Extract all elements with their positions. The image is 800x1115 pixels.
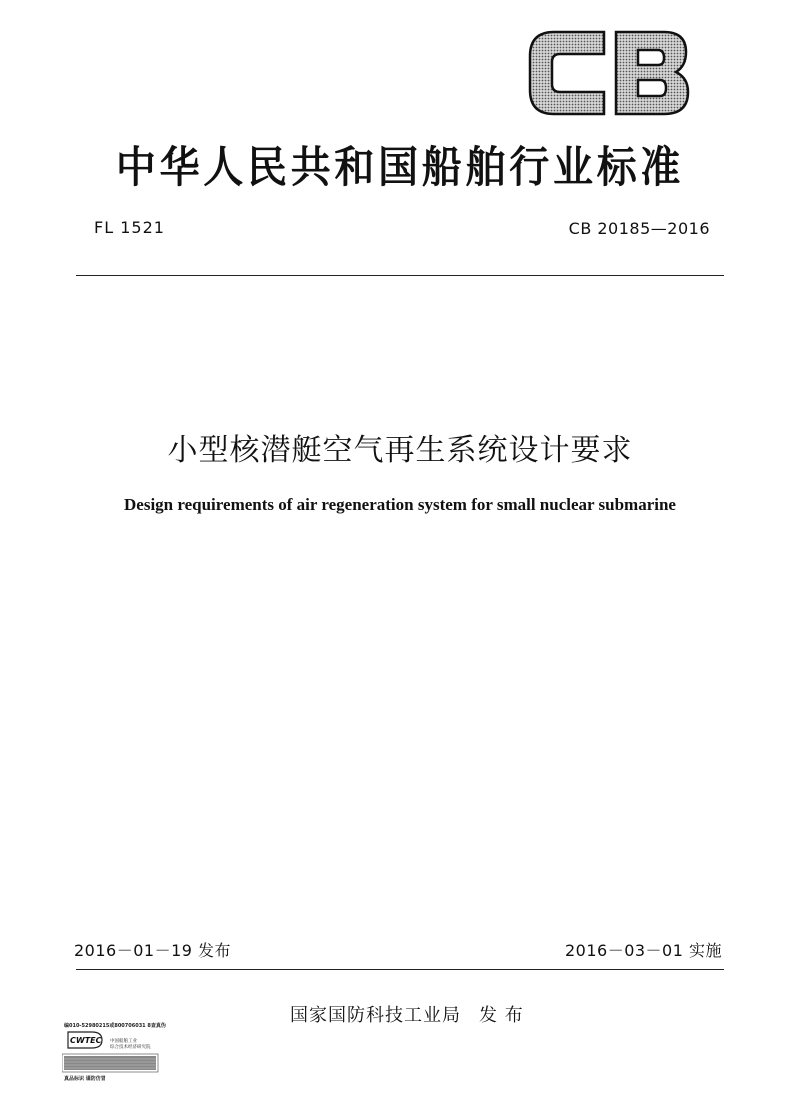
standard-number: CB 20185—2016 <box>568 219 710 238</box>
publisher <box>290 1001 524 1027</box>
hologram-pattern-icon <box>64 1056 156 1070</box>
standard-category-title: 中华人民共和国船舶行业标准 <box>115 143 685 193</box>
document-title-en: Design requirements of air regeneration system for small nuclear submarine <box>124 495 676 514</box>
publisher-action: 发 布 <box>479 1005 524 1026</box>
publisher-name: 国家国防科技工业局 <box>290 1005 461 1026</box>
label-brand: CWTEC <box>70 1036 102 1045</box>
top-divider <box>76 275 724 276</box>
label-footer: 真品标识 谨防仿冒 <box>64 1076 106 1082</box>
bottom-divider <box>76 969 724 970</box>
cb-logo <box>526 28 692 118</box>
document-title-cn: 小型核潜艇空气再生系统设计要求 <box>167 433 633 468</box>
label-phone-line: 编010-52980215或800706031 8查真伪 <box>64 1023 166 1029</box>
implementation-date: 2016－03－01 实施 <box>564 941 722 960</box>
label-org-line2: 综合技术经济研究院 <box>110 1045 151 1050</box>
label-org-line1: 中国船舶工业 <box>110 1039 137 1044</box>
classification-code: FL 1521 <box>94 218 165 237</box>
anti-counterfeit-label <box>62 1018 172 1084</box>
issue-date: 2016－01－19 发布 <box>74 941 232 960</box>
